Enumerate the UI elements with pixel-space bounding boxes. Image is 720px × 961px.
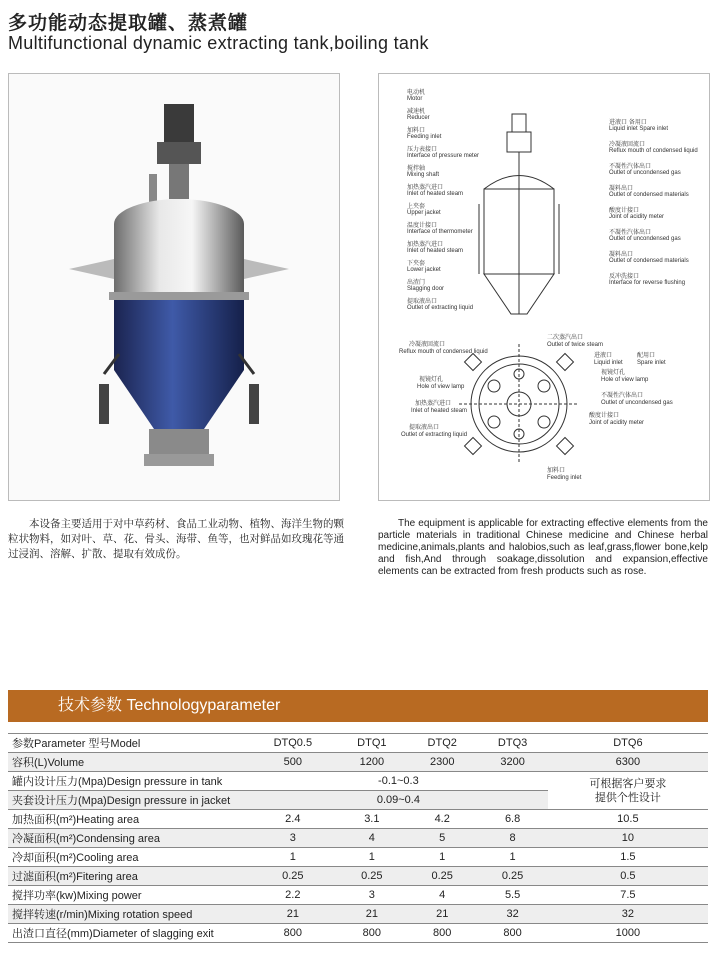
diagram-left-label-en: Motor	[407, 96, 423, 102]
diagram-right-label-cn: 冷凝液回流口	[609, 141, 646, 148]
table-cell: 800	[337, 924, 407, 943]
table-cell: 出渣口直径(mm)Diameter of slagging exit	[8, 924, 249, 943]
diagram-right-label-cn: 凝料出口	[609, 185, 634, 192]
table-cell: 32	[477, 905, 547, 924]
custom-note-line-1: 可根据客户要求	[589, 777, 667, 790]
table-cell: 3200	[477, 753, 547, 772]
table-cell: DTQ0.5	[249, 734, 337, 753]
diagram-right-label-cn: 酸度计接口	[609, 207, 640, 214]
plan-liquid-inlet-cn: 进液口	[594, 352, 613, 359]
table-cell: 夹套设计压力(Mpa)Design pressure in jacket	[8, 791, 249, 810]
diagram-right-label-cn: 反冲洗接口	[609, 273, 640, 280]
diagram-right-label-cn: 不凝性汽体出口	[609, 163, 652, 170]
table-cell: 3	[337, 886, 407, 905]
table-cell: 1	[337, 848, 407, 867]
table-cell: 过滤面积(m²)Fitering area	[8, 867, 249, 886]
table-cell: 罐内设计压力(Mpa)Design pressure in tank	[8, 772, 249, 791]
table-cell: 21	[407, 905, 477, 924]
table-cell: 1000	[548, 924, 708, 943]
diagram-left-label-cn: 加热蒸汽进口	[407, 241, 444, 248]
table-cell: 2.4	[249, 810, 337, 829]
diagram-left-label-en: Inlet of heated steam	[407, 248, 464, 254]
table-row	[8, 924, 708, 943]
diagram-left-label-cn: 出渣门	[407, 279, 426, 286]
table-cell: 3.1	[337, 810, 407, 829]
description-en: The equipment is applicable for extracting effective elements from the particle materials in traditional Chinese medicine and Chinese herbal medicine,animals,plants and halobios,such as leaf,grass,flower bone,kelp and fish,And through soakage,dissolution and expansion,effective elements can be extracted from fresh products such as rose.	[378, 518, 708, 577]
plan-extract-out-en: Outlet of extracting liquid	[401, 432, 468, 438]
table-row	[8, 886, 708, 905]
diagram-right-label-en: Outlet of uncondensed gas	[609, 236, 681, 242]
plan-acidity-cn: 酸度计接口	[589, 412, 620, 419]
diagram-left-label-en: Lower jacket	[407, 267, 441, 273]
plan-heated-steam-cn: 加热蒸汽进口	[415, 400, 452, 407]
table-cell: 加热面积(m²)Heating area	[8, 810, 249, 829]
table-cell: 4	[407, 886, 477, 905]
diagram-right-label-en: Outlet of condensed materials	[609, 258, 689, 264]
table-cell: 0.09~0.4	[249, 791, 548, 810]
table-cell: 2300	[407, 753, 477, 772]
table-cell: 5.5	[477, 886, 547, 905]
table-cell: 800	[477, 924, 547, 943]
spec-header	[8, 690, 708, 722]
plan-acidity-en: Joint of acidity meter	[589, 420, 645, 426]
diagram-right-label-en: Reflux mouth of condensed liquid	[609, 148, 698, 154]
plan-twice-steam-en: Outlet of twice steam	[547, 342, 604, 348]
table-cell: 冷却面积(m²)Cooling area	[8, 848, 249, 867]
plan-view-lamp-l-en: Hole of view lamp	[417, 384, 465, 390]
diagram-left-label-cn: 温度计接口	[407, 222, 438, 229]
diagram-left-label-cn: 搅拌轴	[407, 165, 426, 172]
table-cell: 搅拌功率(kw)Mixing power	[8, 886, 249, 905]
diagram-left-label-en: Mixing shaft	[407, 172, 440, 178]
tank-photo	[8, 73, 340, 501]
diagram-right-label-cn: 不凝性汽体出口	[609, 229, 652, 236]
diagram-left-label-cn: 提取液出口	[407, 298, 438, 305]
page-title-cn: 多功能动态提取罐、蒸煮罐	[8, 13, 249, 34]
table-row	[8, 829, 708, 848]
diagram-left-label-en: Outlet of extracting liquid	[407, 305, 474, 311]
table-row	[8, 753, 708, 772]
table-cell: 0.25	[407, 867, 477, 886]
table-cell: 800	[407, 924, 477, 943]
table-cell: 6.8	[477, 810, 547, 829]
plan-view-lamp-l-cn: 视镜灯孔	[419, 376, 444, 383]
diagram-right-label-cn: 进液口 备用口	[609, 119, 647, 126]
table-cell: 参数Parameter 型号Model	[8, 734, 249, 753]
plan-heated-steam-en: Inlet of heated steam	[411, 408, 468, 414]
table-cell: 容积(L)Volume	[8, 753, 249, 772]
table-cell: 500	[249, 753, 337, 772]
diagram-left-label-en: Slagging door	[407, 286, 445, 292]
table-row	[8, 905, 708, 924]
custom-design-note	[548, 772, 708, 810]
table-cell: 6300	[548, 753, 708, 772]
table-cell: 0.25	[249, 867, 337, 886]
diagram-right-label-en: Outlet of uncondensed gas	[609, 170, 681, 176]
diagram-left-label-cn: 减速机	[407, 108, 426, 115]
table-cell: 7.5	[548, 886, 708, 905]
plan-feeding-en: Feeding inlet	[547, 475, 582, 481]
plan-uncondensed-cn: 不凝性汽体出口	[601, 392, 644, 399]
table-cell: 4	[337, 829, 407, 848]
table-cell: 0.25	[477, 867, 547, 886]
table-cell: 0.25	[337, 867, 407, 886]
plan-reflux-en: Reflux mouth of condensed liquid	[399, 349, 488, 355]
diagram-right-label-en: Interface for reverse flushing	[609, 280, 686, 286]
table-row	[8, 810, 708, 829]
table-cell: 32	[548, 905, 708, 924]
table-cell: DTQ6	[548, 734, 708, 753]
table-cell: -0.1~0.3	[249, 772, 548, 791]
diagram-left-label-cn: 加热蒸汽进口	[407, 184, 444, 191]
table-cell: 1	[407, 848, 477, 867]
table-cell: DTQ2	[407, 734, 477, 753]
diagram-right-label-en: Outlet of condensed materials	[609, 192, 689, 198]
table-cell: 800	[249, 924, 337, 943]
diagram-left-label-cn: 电动机	[407, 89, 426, 96]
diagram-left-label-cn: 下夹套	[407, 260, 426, 267]
table-cell: 10	[548, 829, 708, 848]
table-cell: 5	[407, 829, 477, 848]
diagram-right-label-en: Joint of acidity meter	[609, 214, 665, 220]
plan-reflux-cn: 冷凝液回流口	[409, 341, 446, 348]
table-cell: 2.2	[249, 886, 337, 905]
diagram-left-label-cn: 上夹套	[407, 203, 426, 210]
table-cell: 搅拌转速(r/min)Mixing rotation speed	[8, 905, 249, 924]
spec-table	[8, 733, 708, 943]
diagram-right-label-en: Liquid inlet Spare inlet	[609, 126, 669, 132]
page-title-en: Multifunctional dynamic extracting tank,boiling tank	[8, 33, 429, 53]
table-cell: 3	[249, 829, 337, 848]
table-row	[8, 867, 708, 886]
table-cell: 冷凝面积(m²)Condensing area	[8, 829, 249, 848]
plan-view-lamp-r-cn: 视镜灯孔	[601, 369, 626, 376]
table-cell: 21	[249, 905, 337, 924]
table-cell: 4.2	[407, 810, 477, 829]
table-cell: 10.5	[548, 810, 708, 829]
diagram-left-label-en: Interface of thermometer	[407, 229, 473, 235]
plan-twice-steam-cn: 二次蒸汽出口	[547, 334, 584, 341]
table-cell: DTQ1	[337, 734, 407, 753]
plan-uncondensed-en: Outlet of uncondensed gas	[601, 400, 673, 406]
table-row	[8, 772, 708, 791]
diagram-left-label-en: Reducer	[407, 115, 430, 121]
plan-spare-inlet-en: Spare inlet	[637, 360, 666, 366]
table-cell: 21	[337, 905, 407, 924]
plan-feeding-cn: 加料口	[547, 467, 566, 474]
plan-extract-out-cn: 提取液出口	[409, 424, 440, 431]
table-header-row	[8, 734, 708, 753]
description-cn: 本设备主要适用于对中草药材、食品工业动物、植物、海洋生物的颗粒状物料，如对叶、草、花、骨头、海带、鱼等，也对鲜品如玫瑰花等通过浸润、溶解、扩散、提取有效成份。	[8, 518, 344, 560]
table-cell: 1	[249, 848, 337, 867]
plan-liquid-inlet-en: Liquid inlet	[594, 360, 623, 366]
custom-note-line-2: 提供个性设计	[594, 791, 661, 804]
plan-spare-inlet-cn: 配用口	[637, 352, 656, 359]
diagram-left-label-en: Interface of pressure meter	[407, 153, 480, 159]
table-cell: 1	[477, 848, 547, 867]
table-cell: DTQ3	[477, 734, 547, 753]
diagram-left-label-en: Inlet of heated steam	[407, 191, 464, 197]
diagram-left-label-cn: 加料口	[407, 127, 426, 134]
table-row	[8, 848, 708, 867]
table-cell: 0.5	[548, 867, 708, 886]
diagram-left-label-en: Upper jacket	[407, 210, 441, 216]
table-cell: 1.5	[548, 848, 708, 867]
spec-title: 技术参数 Technologyparameter	[58, 697, 281, 714]
diagram-left-label-cn: 压力表接口	[407, 146, 438, 153]
tank-diagram	[378, 73, 710, 501]
plan-view-lamp-r-en: Hole of view lamp	[601, 377, 649, 383]
diagram-right-label-cn: 凝料出口	[609, 251, 634, 258]
table-cell: 1200	[337, 753, 407, 772]
table-cell: 8	[477, 829, 547, 848]
diagram-left-label-en: Feeding inlet	[407, 134, 442, 140]
